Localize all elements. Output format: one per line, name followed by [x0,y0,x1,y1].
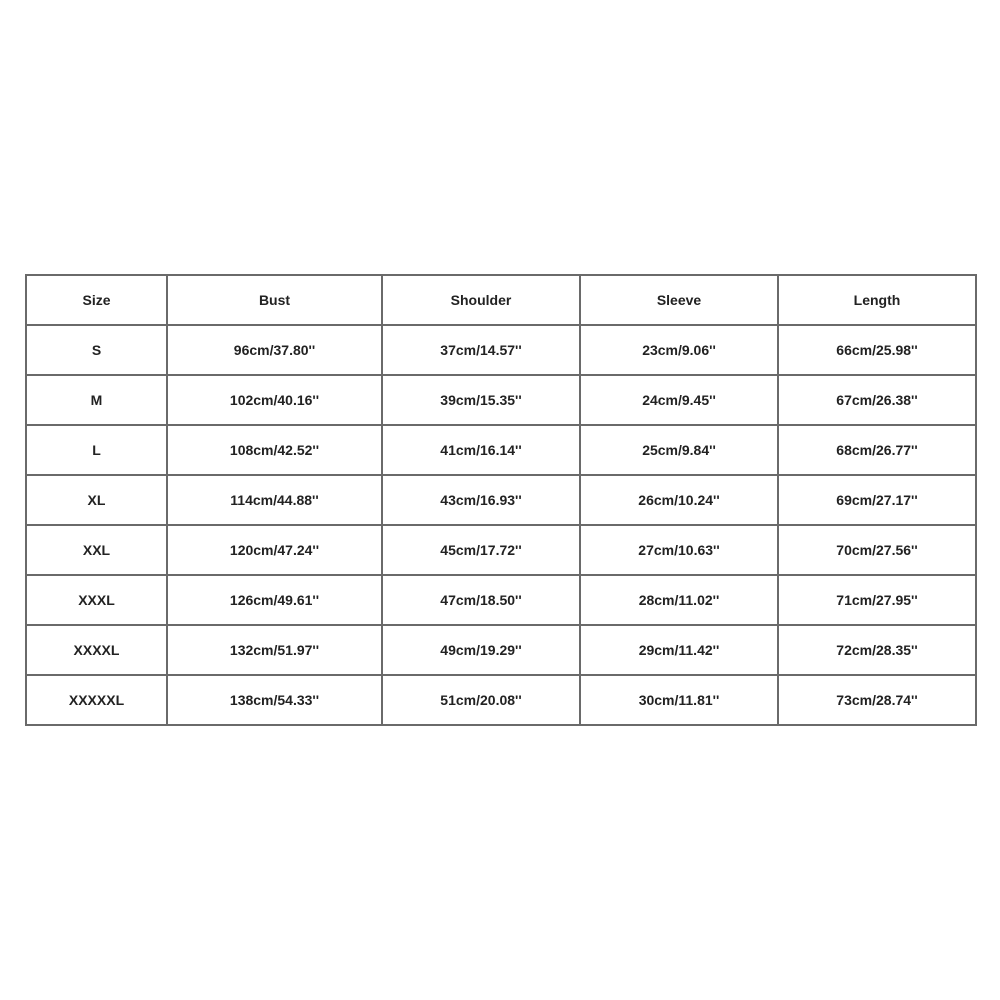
table-header-row [26,275,976,325]
cell-bust: 96cm/37.80'' [167,325,382,375]
cell-bust: 132cm/51.97'' [167,625,382,675]
table-row [26,475,976,525]
header-shoulder: Shoulder [382,275,580,325]
cell-bust: 126cm/49.61'' [167,575,382,625]
cell-bust: 114cm/44.88'' [167,475,382,525]
cell-length: 71cm/27.95'' [778,575,976,625]
cell-size: XXXXL [26,625,167,675]
cell-sleeve: 27cm/10.63'' [580,525,778,575]
cell-bust: 102cm/40.16'' [167,375,382,425]
cell-shoulder: 37cm/14.57'' [382,325,580,375]
cell-bust: 138cm/54.33'' [167,675,382,725]
header-size: Size [26,275,167,325]
table-row [26,325,976,375]
cell-length: 70cm/27.56'' [778,525,976,575]
cell-sleeve: 26cm/10.24'' [580,475,778,525]
table-row [26,625,976,675]
cell-length: 73cm/28.74'' [778,675,976,725]
cell-sleeve: 23cm/9.06'' [580,325,778,375]
size-chart-table [25,274,977,726]
cell-shoulder: 45cm/17.72'' [382,525,580,575]
cell-sleeve: 25cm/9.84'' [580,425,778,475]
cell-length: 69cm/27.17'' [778,475,976,525]
cell-sleeve: 24cm/9.45'' [580,375,778,425]
cell-size: XL [26,475,167,525]
cell-sleeve: 29cm/11.42'' [580,625,778,675]
cell-length: 72cm/28.35'' [778,625,976,675]
cell-bust: 120cm/47.24'' [167,525,382,575]
cell-shoulder: 39cm/15.35'' [382,375,580,425]
cell-shoulder: 43cm/16.93'' [382,475,580,525]
cell-shoulder: 51cm/20.08'' [382,675,580,725]
table-row [26,525,976,575]
cell-size: XXL [26,525,167,575]
cell-size: S [26,325,167,375]
cell-size: L [26,425,167,475]
cell-sleeve: 28cm/11.02'' [580,575,778,625]
cell-length: 68cm/26.77'' [778,425,976,475]
cell-length: 66cm/25.98'' [778,325,976,375]
cell-shoulder: 47cm/18.50'' [382,575,580,625]
cell-size: XXXL [26,575,167,625]
header-length: Length [778,275,976,325]
table-row [26,425,976,475]
cell-size: M [26,375,167,425]
cell-length: 67cm/26.38'' [778,375,976,425]
cell-sleeve: 30cm/11.81'' [580,675,778,725]
cell-shoulder: 41cm/16.14'' [382,425,580,475]
table-row [26,675,976,725]
header-bust: Bust [167,275,382,325]
cell-size: XXXXXL [26,675,167,725]
cell-bust: 108cm/42.52'' [167,425,382,475]
table-row [26,375,976,425]
header-sleeve: Sleeve [580,275,778,325]
cell-shoulder: 49cm/19.29'' [382,625,580,675]
table-row [26,575,976,625]
